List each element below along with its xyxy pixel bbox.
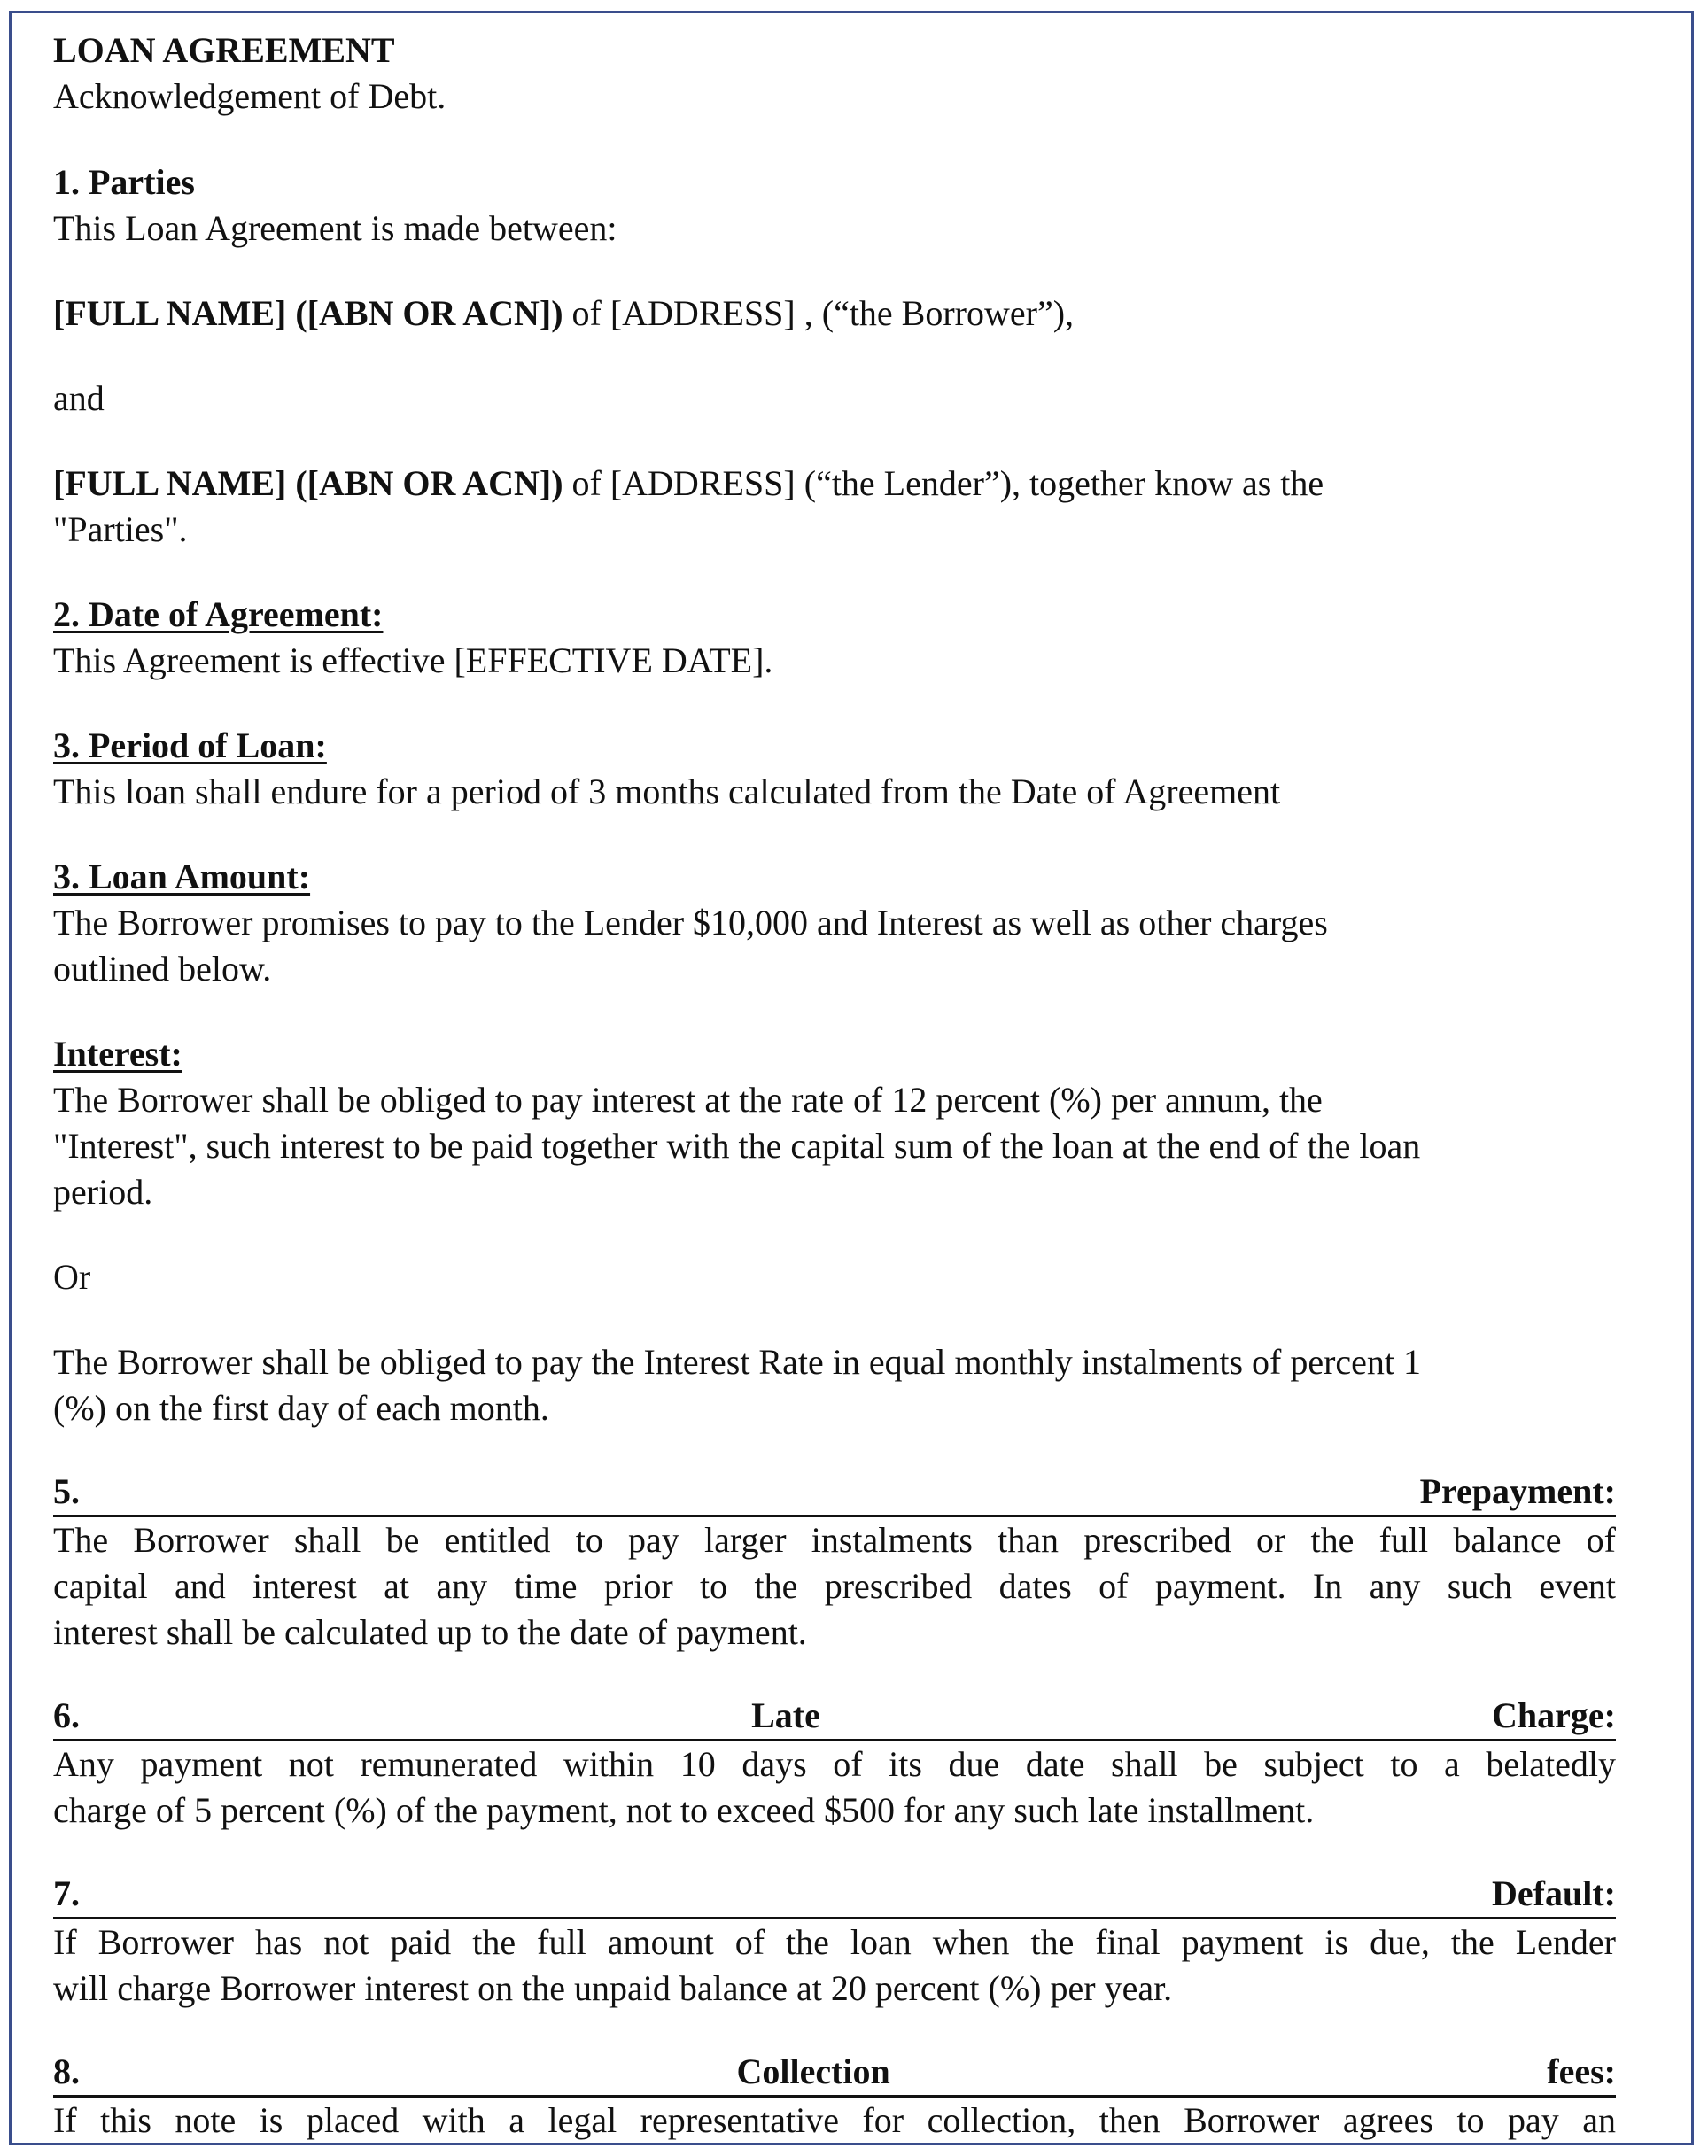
- section-5-line-3: interest shall be calculated up to the date of payment.: [53, 1612, 807, 1652]
- section-3-heading-line: [53, 723, 1616, 769]
- document-frame: [9, 11, 1694, 2145]
- section-6-heading: [53, 1695, 1616, 1741]
- section-2-text: This Agreement is effective [EFFECTIVE DATE].: [53, 640, 773, 680]
- document-subtitle: Acknowledgement of Debt.: [53, 76, 446, 116]
- section-3-text: This loan shall endure for a period of 3 months calculated from the Date of Agreement: [53, 772, 1281, 811]
- lender-address-text: of [ADDRESS] (“the Lender”), together know as the: [563, 463, 1324, 503]
- section-7-line-2: will charge Borrower interest on the unpaid balance at 20 percent (%) per year.: [53, 1968, 1173, 2008]
- borrower-address-text: of [ADDRESS] , (“the Borrower”),: [563, 293, 1075, 333]
- interest-line-2: "Interest", such interest to be paid together with the capital sum of the loan at the end of the loan: [53, 1126, 1421, 1166]
- section-5-heading: [53, 1470, 1616, 1517]
- section-5-line-2: capital and interest at any time prior to the prescribed dates of payment. In any such event: [53, 1566, 1616, 1606]
- section-6-line-2: charge of 5 percent (%) of the payment, not to exceed $500 for any such late installment.: [53, 1790, 1315, 1830]
- borrower-party-line: [53, 291, 1616, 337]
- or-text: Or: [53, 1257, 91, 1297]
- interest-line-3: period.: [53, 1172, 153, 1212]
- interest-line-1: The Borrower shall be obliged to pay interest at the rate of 12 percent (%) per annum, the: [53, 1080, 1323, 1120]
- loan-amount-heading-line: [53, 854, 1616, 900]
- section-7-number: 7.: [53, 1873, 80, 1913]
- section-3-heading: 3. Period of Loan:: [53, 725, 327, 765]
- section-5-label: Prepayment:: [1419, 1471, 1616, 1511]
- section-8-label-fees: fees:: [1547, 2051, 1616, 2091]
- interest-alt-line-2: (%) on the first day of each month.: [53, 1388, 549, 1428]
- section-1-intro: This Loan Agreement is made between:: [53, 208, 617, 248]
- section-6-label-charge: Charge:: [1492, 1695, 1616, 1735]
- section-8-number: 8.: [53, 2051, 80, 2091]
- section-5-line-1: The Borrower shall be entitled to pay larger instalments than prescribed or the full balance of: [53, 1520, 1616, 1560]
- section-2-heading: 2. Date of Agreement:: [53, 594, 384, 634]
- borrower-name-placeholder: [FULL NAME] ([ABN OR ACN]): [53, 293, 563, 333]
- section-8-label-collection: Collection: [736, 2051, 890, 2091]
- section-6-line-1: Any payment not remunerated within 10 days of its due date shall be subject to a belatedly: [53, 1744, 1616, 1784]
- interest-heading: Interest:: [53, 1034, 182, 1074]
- loan-amount-heading: 3. Loan Amount:: [53, 857, 311, 896]
- parties-definition: "Parties".: [53, 509, 188, 549]
- section-6-label-late: Late: [751, 1695, 820, 1735]
- interest-alt-line-1: The Borrower shall be obliged to pay the Interest Rate in equal monthly instalments of percent 1: [53, 1342, 1422, 1382]
- and-text: and: [53, 378, 105, 418]
- section-2-heading-line: [53, 592, 1616, 638]
- document-title: LOAN AGREEMENT: [53, 30, 395, 70]
- section-6-number: 6.: [53, 1695, 80, 1735]
- lender-party-line: [53, 461, 1616, 507]
- section-5-number: 5.: [53, 1471, 80, 1511]
- section-1-heading: 1. Parties: [53, 162, 195, 202]
- section-8-line-1: If this note is placed with a legal representative for collection, then Borrower agrees to pay an: [53, 2100, 1616, 2140]
- lender-name-placeholder: [FULL NAME] ([ABN OR ACN]): [53, 463, 563, 503]
- section-7-heading: [53, 1873, 1616, 1919]
- section-8-heading: [53, 2051, 1616, 2098]
- document-body: [53, 27, 1616, 2144]
- interest-heading-line: [53, 1031, 1616, 1077]
- section-7-label: Default:: [1492, 1873, 1616, 1913]
- section-7-line-1: If Borrower has not paid the full amount of the loan when the final payment is due, the Lender: [53, 1922, 1616, 1962]
- loan-amount-line-1: The Borrower promises to pay to the Lender $10,000 and Interest as well as other charges: [53, 903, 1328, 942]
- loan-amount-line-2: outlined below.: [53, 949, 272, 989]
